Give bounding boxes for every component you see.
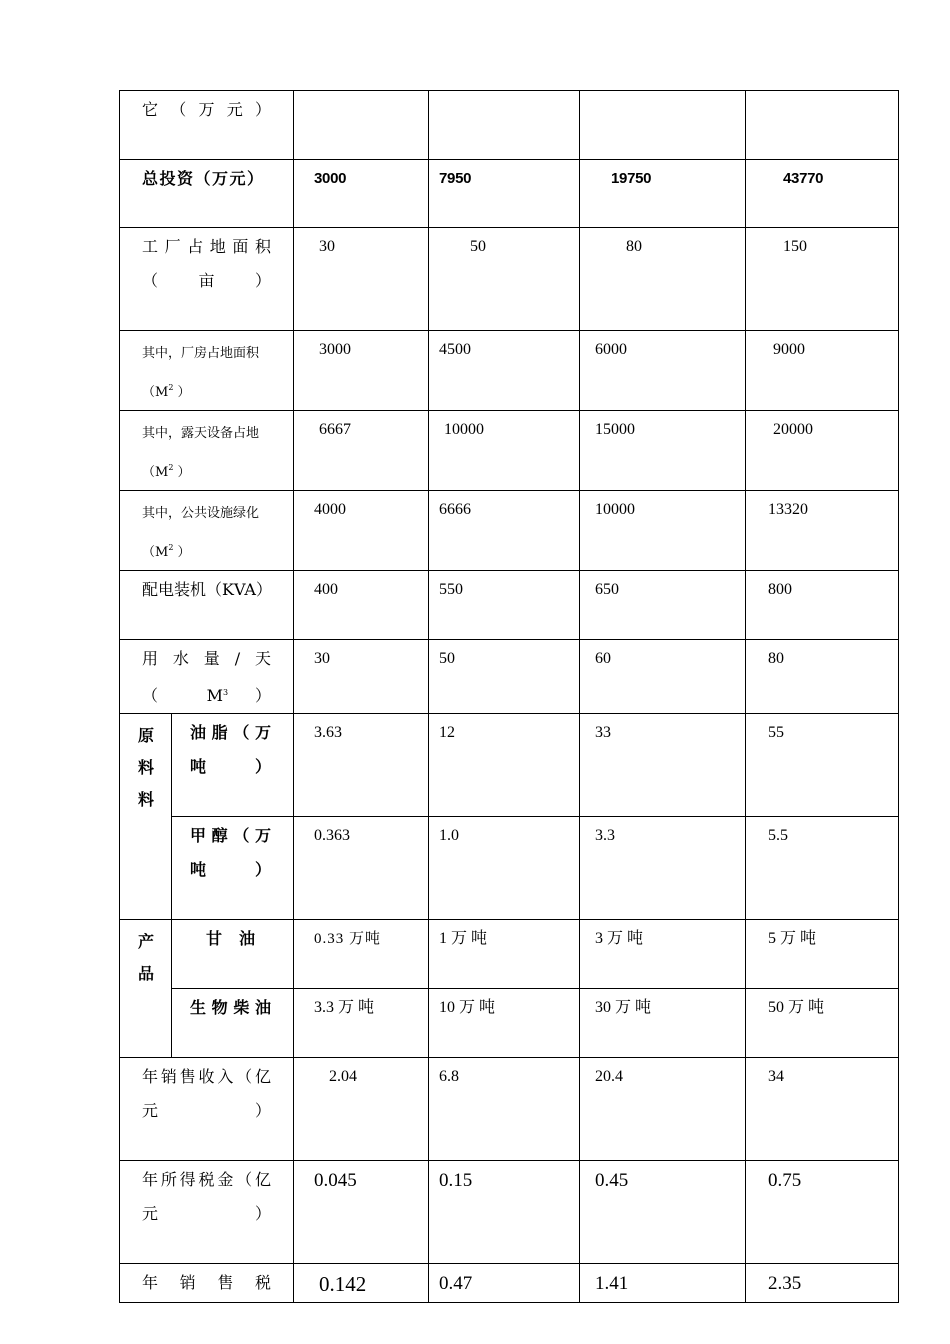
cell: 4000 <box>314 501 347 518</box>
cell <box>746 91 898 93</box>
cell: 80 <box>626 238 643 255</box>
cell: 50 <box>470 238 487 255</box>
category-products: 产品 <box>138 932 155 983</box>
row-label-methanol: 甲醇（万吨） <box>190 826 272 879</box>
table-row <box>120 160 899 228</box>
cell: 0.142 <box>319 1272 367 1296</box>
cell: 0.045 <box>314 1170 357 1191</box>
cell: 20000 <box>773 421 814 438</box>
cell: 12 <box>439 724 456 741</box>
cell: 2.35 <box>768 1273 802 1294</box>
row-label-sales-tax: 年销售税 <box>142 1273 272 1292</box>
table-row <box>120 640 899 714</box>
cell: 1.0 <box>439 827 460 844</box>
cell: 3.63 <box>314 724 343 741</box>
cell: 30 <box>314 650 331 667</box>
cell: 400 <box>314 581 339 598</box>
table-row <box>120 491 899 571</box>
cell: 2.04 <box>329 1068 358 1085</box>
cell: 60 <box>595 650 612 667</box>
cell: 6.8 <box>439 1068 460 1085</box>
table-row <box>120 91 899 160</box>
cell: 0.15 <box>439 1170 473 1191</box>
table-row <box>120 331 899 411</box>
row-label-plant: 其中，厂房占地面积 （$M^2$ ） <box>142 346 260 400</box>
row-label-glycerin: 甘油 <box>206 929 256 948</box>
cell: 19750 <box>611 170 652 187</box>
cell: 55 <box>768 724 785 741</box>
row-label-power: 配电装机（KVA） <box>142 580 272 599</box>
row-label-water: 用水量/天 （ $M^3$ ） <box>142 649 272 705</box>
cell: 30 万 吨 <box>595 999 652 1016</box>
cell: 800 <box>768 581 793 598</box>
cell: 0.363 <box>314 827 351 844</box>
table-row <box>120 411 899 491</box>
cell: 6666 <box>439 501 472 518</box>
cell: 10 万 吨 <box>439 999 496 1016</box>
cell: 4500 <box>439 341 472 358</box>
row-label-outdoor: 其中，露天设备占地 （$M^2$ ） <box>142 426 260 480</box>
cell: 3000 <box>314 170 347 187</box>
cell <box>429 91 579 93</box>
cell: 13320 <box>768 501 809 518</box>
cell: 3.3 <box>595 827 616 844</box>
cell: 20.4 <box>595 1068 624 1085</box>
cell: 5.5 <box>768 827 789 844</box>
cell: 0.33 万吨 <box>314 931 382 947</box>
table-row <box>120 571 899 640</box>
cell: 1 万 吨 <box>439 930 488 947</box>
table-row <box>120 920 899 989</box>
cell: 6667 <box>319 421 352 438</box>
cell: 550 <box>439 581 464 598</box>
cell: 80 <box>768 650 785 667</box>
row-label-income-tax: 年所得税金（亿元） <box>142 1170 272 1223</box>
cell <box>580 91 745 93</box>
cell: 3000 <box>319 341 352 358</box>
cell: 650 <box>595 581 620 598</box>
cell: 10000 <box>595 501 636 518</box>
row-label-revenue: 年销售收入（亿元） <box>142 1067 272 1120</box>
cell: 43770 <box>783 170 824 187</box>
cell: 150 <box>783 238 808 255</box>
cell: 50 <box>439 650 456 667</box>
table-row <box>120 228 899 331</box>
table-row <box>120 989 899 1058</box>
cell: 1.41 <box>595 1273 629 1294</box>
cell: 30 <box>319 238 336 255</box>
table-row <box>120 1161 899 1264</box>
cell: 0.47 <box>439 1273 473 1294</box>
investment-table <box>119 90 899 1303</box>
cell: 6000 <box>595 341 628 358</box>
cell: 5 万 吨 <box>768 930 817 947</box>
table-row <box>120 714 899 817</box>
cell: 7950 <box>439 170 472 187</box>
row-label-land: 工厂占地面积（亩） <box>142 237 272 290</box>
table-row <box>120 1058 899 1161</box>
cell: 0.45 <box>595 1170 629 1191</box>
cell: 3 万 吨 <box>595 930 644 947</box>
category-raw-materials: 原料料 <box>138 726 155 809</box>
cell: 50 万 吨 <box>768 999 825 1016</box>
cell: 3.3 万 吨 <box>314 999 375 1016</box>
row-label-total: 总投资（万元） <box>142 169 264 188</box>
row-label-oil: 油脂（万吨） <box>190 723 272 776</box>
cell: 34 <box>768 1068 785 1085</box>
cell: 10000 <box>444 421 485 438</box>
row-label-biodiesel: 生物柴油 <box>190 998 272 1017</box>
cell: 33 <box>595 724 612 741</box>
table-row <box>120 1264 899 1303</box>
row-label-other: 它（万元） <box>142 100 272 119</box>
cell: 0.75 <box>768 1170 802 1191</box>
cell: 9000 <box>773 341 806 358</box>
table-row <box>120 817 899 920</box>
cell: 15000 <box>595 421 636 438</box>
cell <box>294 91 428 93</box>
row-label-public: 其中，公共设施绿化 （$M^2$ ） <box>142 506 260 560</box>
